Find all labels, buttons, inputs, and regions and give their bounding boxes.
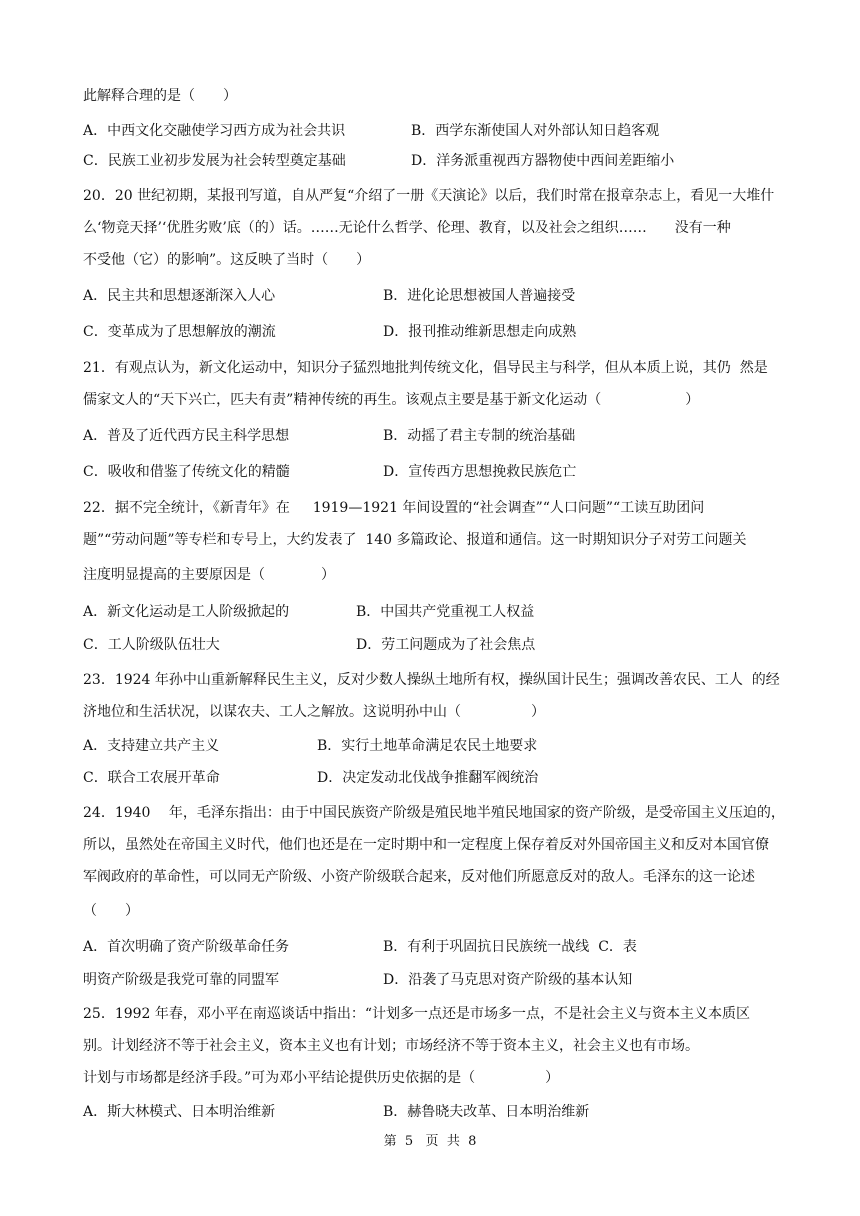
page-number-footer: 第 5 页 共 8 — [383, 1134, 477, 1149]
q24-option-c[interactable]: 明资产阶级是我党可靠的同盟军 — [83, 972, 279, 988]
q21-stem-line-1: 21．有观点认为，新文化运动中，知识分子猛烈地批判传统文化，倡导民主与科学，但从本质上说，其仍 然是 — [83, 360, 768, 376]
q23-option-a[interactable]: A．支持建立共产主义 — [83, 738, 220, 754]
q21-option-a[interactable]: A．普及了近代西方民主科学思想 — [83, 428, 290, 444]
q20-option-b[interactable]: B．进化论思想被国人普遍接受 — [383, 288, 576, 304]
q20-option-d[interactable]: D．报刊推动维新思想走向成熟 — [383, 324, 577, 340]
q22-option-c[interactable]: C．工人阶级队伍壮大 — [83, 637, 220, 653]
q20-stem-line-2: 么‘物竞天择’‘优胜劣败’底（的）话。……无论什么哲学、伦理、教育，以及社会之组织…… 没有一种 — [83, 220, 731, 236]
q20-stem-line-1: 20．20 世纪初期，某报刊写道，自从严复“介绍了一册《天演论》以后，我们时常在报章杂志上，看见一大堆什 — [83, 188, 775, 204]
q24-stem-line-4: （ ） — [83, 903, 139, 919]
q25-option-b[interactable]: B．赫鲁晓夫改革、日本明治维新 — [383, 1104, 590, 1120]
q19-stem-tail: 此解释合理的是（ ） — [83, 88, 237, 104]
q22-stem-line-3: 注度明显提高的主要原因是（ ） — [83, 567, 335, 583]
q23-option-c[interactable]: C．联合工农展开革命 — [83, 770, 220, 786]
q24-stem-line-3: 军阀政府的革命性，可以同无产阶级、小资产阶级联合起来，反对他们所愿意反对的敌人。毛泽东的这一论述 — [83, 869, 755, 885]
q22-stem-line-1: 22．据不完全统计，《新青年》在 1919—1921 年间设置的“社会调查”“人口问题”“工读互助团问 — [83, 500, 705, 516]
q23-option-b[interactable]: B．实行土地革命满足农民土地要求 — [317, 738, 538, 754]
q23-stem-line-1: 23．1924 年孙中山重新解释民生主义，反对少数人操纵土地所有权，操纵国计民生；强调改善农民、工人 的经 — [83, 672, 780, 688]
q24-option-b[interactable]: B．有利于巩固抗日民族统一战线 C．表 — [383, 939, 637, 955]
q20-option-a[interactable]: A．民主共和思想逐渐深入人心 — [83, 288, 276, 304]
q24-option-a[interactable]: A．首次明确了资产阶级革命任务 — [83, 939, 290, 955]
q25-stem-line-2: 别。计划经济不等于社会主义，资本主义也有计划；市场经济不等于资本主义，社会主义也有市场。 — [83, 1038, 699, 1054]
q19-option-d[interactable]: D．洋务派重视西方器物使中西间差距缩小 — [411, 153, 675, 169]
q21-option-c[interactable]: C．吸收和借鉴了传统文化的精髓 — [83, 464, 290, 480]
q22-option-b[interactable]: B．中国共产党重视工人权益 — [356, 604, 535, 620]
q23-option-d[interactable]: D．决定发动北伐战争推翻军阀统治 — [317, 770, 539, 786]
q19-option-b[interactable]: B．西学东渐使国人对外部认知日趋客观 — [411, 123, 660, 139]
q19-option-c[interactable]: C．民族工业初步发展为社会转型奠定基础 — [83, 153, 346, 169]
q24-stem-line-2: 所以，虽然处在帝国主义时代，他们也还是在一定时期中和一定程度上保存着反对外国帝国主义和反对本国官僚 — [83, 837, 769, 853]
q25-stem-line-3: 计划与市场都是经济手段。”可为邓小平结论提供历史依据的是（ ） — [83, 1070, 560, 1086]
q25-option-a[interactable]: A．斯大林模式、日本明治维新 — [83, 1104, 276, 1120]
q22-option-d[interactable]: D．劳工问题成为了社会焦点 — [356, 637, 536, 653]
q21-option-d[interactable]: D．宣传西方思想挽救民族危亡 — [383, 464, 577, 480]
q21-stem-line-2: 儒家文人的“天下兴亡，匹夫有责”精神传统的再生。该观点主要是基于新文化运动（ ） — [83, 392, 700, 408]
q19-option-a[interactable]: A．中西文化交融使学习西方成为社会共识 — [83, 123, 346, 139]
q20-stem-line-3: 不受他（它）的影响”。这反映了当时（ ） — [83, 252, 371, 268]
q25-stem-line-1: 25．1992 年春，邓小平在南巡谈话中指出：“计划多一点还是市场多一点，不是社会主义与资本主义本质区 — [83, 1006, 751, 1022]
q24-option-d[interactable]: D．沿袭了马克思对资产阶级的基本认知 — [383, 972, 633, 988]
q22-option-a[interactable]: A．新文化运动是工人阶级掀起的 — [83, 604, 290, 620]
q20-option-c[interactable]: C．变革成为了思想解放的潮流 — [83, 324, 276, 340]
q23-stem-line-2: 济地位和生活状况，以谋农夫、工人之解放。这说明孙中山（ ） — [83, 704, 545, 720]
q21-option-b[interactable]: B．动摇了君主专制的统治基础 — [383, 428, 576, 444]
q24-stem-line-1: 24．1940 年，毛泽东指出：由于中国民族资产阶级是殖民地半殖民地国家的资产阶级，是受帝国主义压迫的， — [83, 805, 785, 821]
q22-stem-line-2: 题”“劳动问题”等专栏和专号上，大约发表了 140 多篇政论、报道和通信。这一时期知识分子对劳工问题关 — [83, 532, 747, 548]
